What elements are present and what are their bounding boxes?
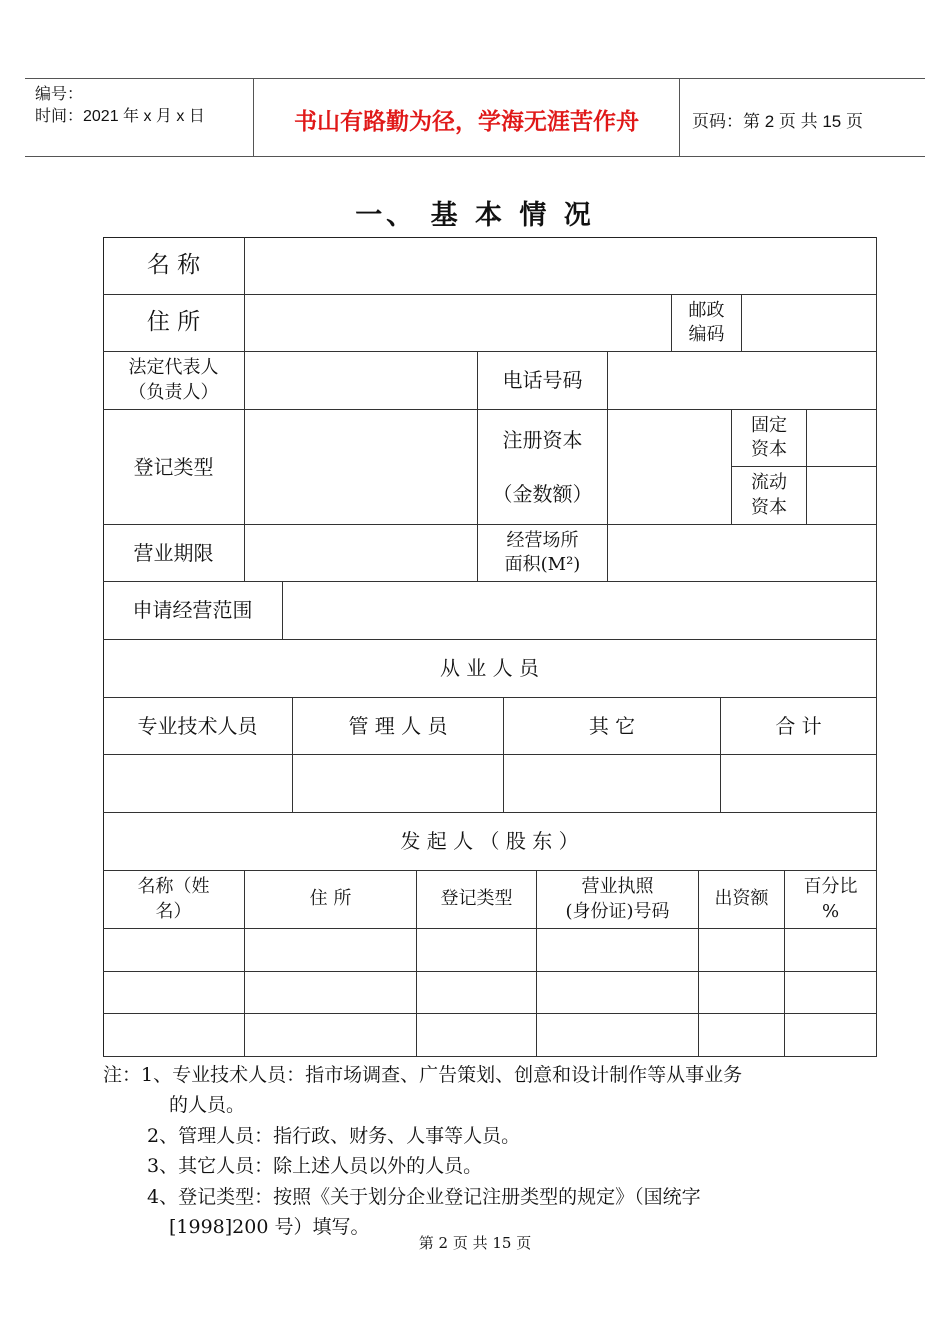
founder-row-2-license[interactable] bbox=[537, 972, 699, 1014]
header-page-cell bbox=[680, 79, 925, 156]
founder-row-1-percent[interactable] bbox=[785, 929, 877, 972]
fixed-capital-field[interactable] bbox=[807, 410, 877, 467]
staff-total-field[interactable] bbox=[721, 755, 877, 813]
business-scope-label: 申请经营范围 bbox=[103, 582, 283, 640]
founder-col-amount: 出资额 bbox=[699, 871, 785, 929]
founder-row-3-name[interactable] bbox=[103, 1014, 245, 1057]
founder-row-2-reg-type[interactable] bbox=[417, 972, 537, 1014]
note-line: 4、登记类型：按照《关于划分企业登记注册类型的规定》（国统字 bbox=[147, 1185, 701, 1208]
founder-row-1-amount[interactable] bbox=[699, 929, 785, 972]
founder-row-1-reg-type[interactable] bbox=[417, 929, 537, 972]
staff-management-field[interactable] bbox=[293, 755, 504, 813]
page-info: 页码：第 2 页 共 15 页 bbox=[692, 112, 863, 131]
reg-capital-field[interactable] bbox=[608, 410, 732, 525]
staff-header: 从 业 人 员 bbox=[103, 640, 877, 698]
founders-header: 发 起 人 （ 股 东 ） bbox=[103, 813, 877, 871]
motto: 书山有路勤为径，学海无涯苦作舟 bbox=[294, 109, 639, 135]
staff-technical-field[interactable] bbox=[103, 755, 293, 813]
page-header bbox=[25, 78, 925, 157]
business-scope-field[interactable] bbox=[283, 582, 877, 640]
address-label: 住 所 bbox=[103, 295, 245, 352]
founder-row-1-license[interactable] bbox=[537, 929, 699, 972]
reg-type-field[interactable] bbox=[245, 410, 478, 525]
business-term-label: 营业期限 bbox=[103, 525, 245, 582]
staff-other-field[interactable] bbox=[504, 755, 721, 813]
staff-col-technical: 专业技术人员 bbox=[103, 698, 293, 755]
note-line: 的人员。 bbox=[169, 1094, 246, 1117]
founder-row-3-amount[interactable] bbox=[699, 1014, 785, 1057]
info-form bbox=[103, 237, 877, 1057]
working-capital-label: 流动 资本 bbox=[732, 467, 807, 525]
founder-col-reg-type: 登记类型 bbox=[417, 871, 537, 929]
staff-col-management: 管 理 人 员 bbox=[293, 698, 504, 755]
founder-row-2-name[interactable] bbox=[103, 972, 245, 1014]
founder-row-3-reg-type[interactable] bbox=[417, 1014, 537, 1057]
business-term-field[interactable] bbox=[245, 525, 478, 582]
founder-row-2-address[interactable] bbox=[245, 972, 417, 1014]
name-field[interactable] bbox=[245, 237, 877, 295]
staff-col-other: 其 它 bbox=[504, 698, 721, 755]
legal-rep-label: 法定代表人 （负责人） bbox=[103, 352, 245, 410]
postal-code-field[interactable] bbox=[742, 295, 877, 352]
note-line: 3、其它人员：除上述人员以外的人员。 bbox=[147, 1155, 483, 1178]
premises-area-field[interactable] bbox=[608, 525, 877, 582]
founder-col-license: 营业执照 (身份证)号码 bbox=[537, 871, 699, 929]
founder-row-1-address[interactable] bbox=[245, 929, 417, 972]
founder-row-3-percent[interactable] bbox=[785, 1014, 877, 1057]
note-line: 2、管理人员：指行政、财务、人事等人员。 bbox=[147, 1124, 521, 1147]
number-label: 编号： bbox=[35, 86, 84, 103]
founder-row-1-name[interactable] bbox=[103, 929, 245, 972]
reg-capital-label: 注册资本 （金数额） bbox=[478, 410, 608, 525]
legal-rep-field[interactable] bbox=[245, 352, 478, 410]
founder-row-2-amount[interactable] bbox=[699, 972, 785, 1014]
header-motto-cell bbox=[254, 79, 680, 156]
founder-col-percent: 百分比 % bbox=[785, 871, 877, 929]
reg-type-label: 登记类型 bbox=[103, 410, 245, 525]
name-label: 名 称 bbox=[103, 237, 245, 295]
founder-col-address: 住 所 bbox=[245, 871, 417, 929]
founder-row-2-percent[interactable] bbox=[785, 972, 877, 1014]
page-footer: 第 2 页 共 15 页 bbox=[418, 1234, 532, 1252]
phone-label: 电话号码 bbox=[478, 352, 608, 410]
staff-col-total: 合 计 bbox=[721, 698, 877, 755]
header-meta-cell bbox=[25, 79, 254, 156]
time-label: 时间：2021 年 x 月 x 日 bbox=[35, 108, 205, 125]
address-field[interactable] bbox=[245, 295, 672, 352]
working-capital-field[interactable] bbox=[807, 467, 877, 525]
founder-row-3-license[interactable] bbox=[537, 1014, 699, 1057]
founder-col-name: 名称（姓 名） bbox=[103, 871, 245, 929]
note-line: 注：1、专业技术人员：指市场调查、广告策划、创意和设计制作等从事业务 bbox=[103, 1064, 743, 1086]
notes bbox=[103, 1060, 863, 1242]
premises-area-label: 经营场所 面积(M²) bbox=[478, 525, 608, 582]
section-title: 一、 基 本 情 况 bbox=[355, 200, 595, 231]
postal-code-label: 邮政 编码 bbox=[672, 295, 742, 352]
phone-field[interactable] bbox=[608, 352, 877, 410]
note-line: [1998]200 号）填写。 bbox=[169, 1215, 370, 1238]
founder-row-3-address[interactable] bbox=[245, 1014, 417, 1057]
fixed-capital-label: 固定 资本 bbox=[732, 410, 807, 467]
